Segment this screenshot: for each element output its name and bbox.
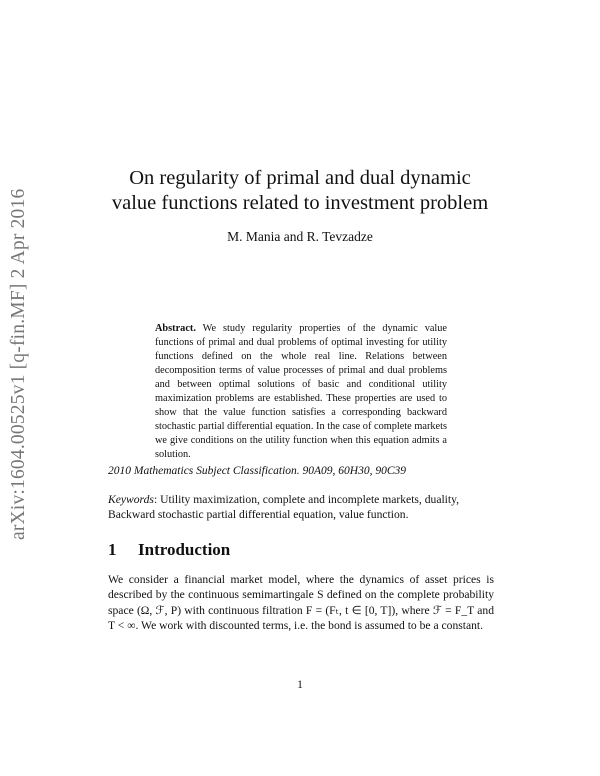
intro-paragraph: We consider a financial market model, where the dynamics of asset prices is described by the continuous semimartingale S defined on the complete probability space (Ω, ℱ, P) with continuous filtration F = (Fₜ, t ∈ [0, T]), where ℱ = F_T and T < ∞. We work with discounted terms, i.e. the bond is assumed to be a constant. <box>108 573 494 632</box>
authors: M. Mania and R. Tevzadze <box>227 229 373 244</box>
page-number: 1 <box>297 679 303 691</box>
title-line: value functions related to investment problem <box>111 192 489 214</box>
abstract-heading: Abstract. <box>155 323 196 334</box>
title-line: On regularity of primal and dual dynamic <box>129 167 471 189</box>
abstract <box>155 322 447 462</box>
keywords <box>108 492 494 522</box>
abstract-text: We study regularity properties of the dynamic value functions of primal and dual problems of optimal investing for utility functions defined on the whole real line. Relations between decomposition terms of value processes of primal and dual problems and between optimal solutions of basic and conditional utility maximization problems are established. These properties are used to show that the value function satisfies a corresponding backward stochastic partial differential equation. In the case of complete markets we give conditions on the utility function when this equation admits a solution. <box>155 323 447 460</box>
section-title: Introduction <box>138 540 231 559</box>
keywords-label: Keywords <box>108 493 154 506</box>
section-heading <box>108 540 230 560</box>
paper-title <box>90 166 510 216</box>
arxiv-identifier: arXiv:1604.00525v1 [q-fin.MF] 2 Apr 2016 <box>8 188 29 540</box>
keywords-text: : Utility maximization, complete and incomplete markets, duality, Backward stochastic partial differential equation, value function. <box>108 493 460 521</box>
msc-classification: 2010 Mathematics Subject Classification. 90A09, 60H30, 90C39 <box>108 465 407 477</box>
section-number: 1 <box>108 540 117 559</box>
